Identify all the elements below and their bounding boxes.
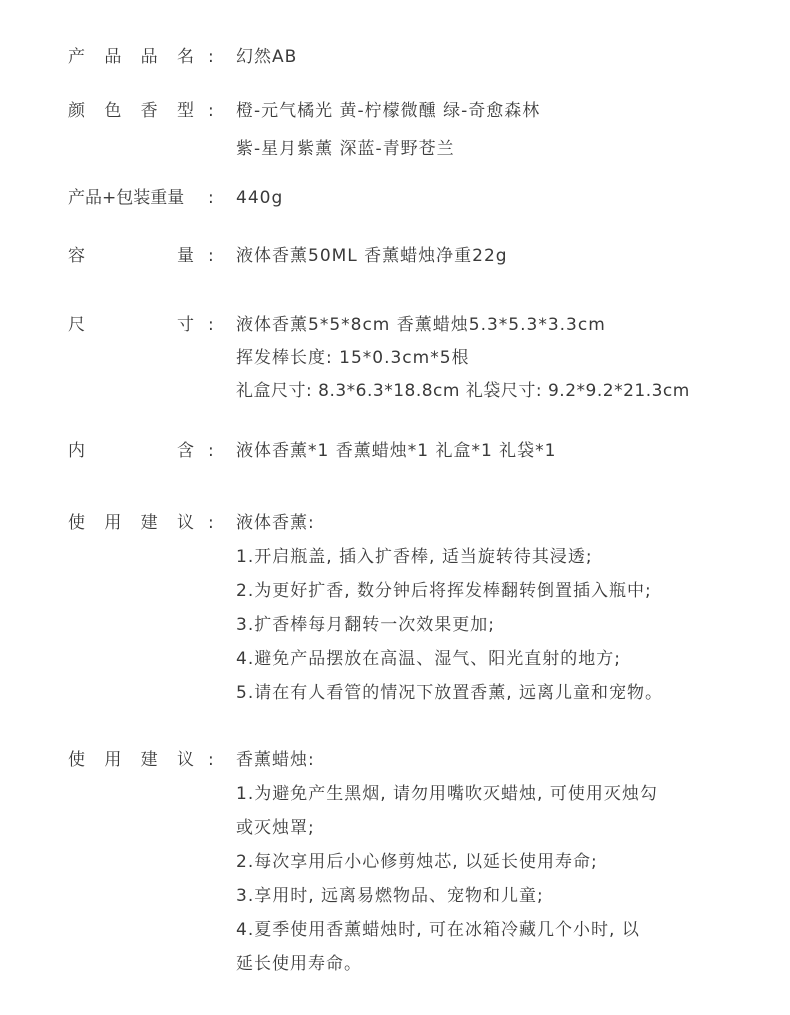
spec-colon: : [208,513,214,533]
spec-value: 液体香薰: 1.开启瓶盖, 插入扩香棒, 适当旋转待其浸透; 2.为更好扩香, 数分钟后将挥发棒翻转倒置插入瓶中; 3.扩香棒每月翻转一次效果更加; 4.避免产品摆放在高温、湿气、阳光直射的地方; 5.请在有人看管的情况下放置香薰, 远离儿童和宠物。 [236,513,664,703]
spec-label: 内 含 [68,441,194,461]
spec-value: 橙-元气橘光 黄-柠檬微醺 绿-奇愈森林 紫-星月紫薰 深蓝-青野苍兰 [236,101,541,159]
spec-colon: : [208,101,214,121]
spec-label: 颜 色 香 型 [68,101,194,121]
spec-label: 尺 寸 [68,315,194,335]
spec-colon: : [208,47,214,67]
spec-colon: : [208,750,214,770]
spec-value: 440g [236,188,284,208]
spec-value: 液体香薰5*5*8cm 香薰蜡烛5.3*5.3*3.3cm 挥发棒长度: 15*0.3cm*5根 礼盒尺寸: 8.3*6.3*18.8cm 礼袋尺寸: 9.2*9.2*21.3cm [236,315,690,401]
spec-colon: : [208,246,214,266]
spec-colon: : [208,188,214,208]
spec-value: 液体香薰50ML 香薰蜡烛净重22g [236,246,508,266]
spec-label: 产品+包装重量 [68,188,185,208]
spec-colon: : [208,441,214,461]
spec-value: 液体香薰*1 香薰蜡烛*1 礼盒*1 礼袋*1 [236,441,557,461]
spec-label: 容 量 [68,246,194,266]
spec-colon: : [208,315,214,335]
spec-label: 使 用 建 议 [68,750,194,770]
spec-label: 产 品 品 名 [68,47,194,67]
spec-label: 使 用 建 议 [68,513,194,533]
spec-value: 香薰蜡烛: 1.为避免产生黑烟, 请勿用嘴吹灭蜡烛, 可使用灭烛勾 或灭烛罩; 2.每次享用后小心修剪烛芯, 以延长使用寿命; 3.享用时, 远离易燃物品、宠物和儿童; 4.夏季使用香薰蜡烛时, 可在冰箱冷藏几个小时, 以 延长使用寿命。 [236,750,658,974]
spec-value: 幻然AB [236,47,298,67]
